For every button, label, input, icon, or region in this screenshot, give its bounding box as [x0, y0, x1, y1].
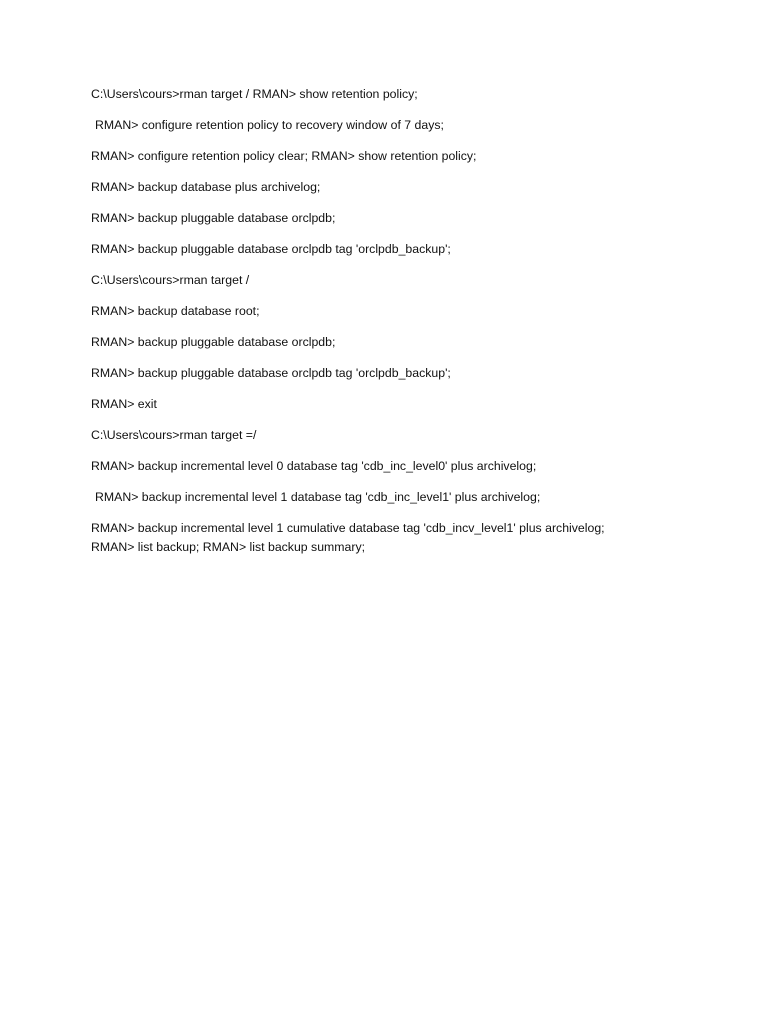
- command-line-7: C:\Users\cours>rman target /: [91, 273, 250, 287]
- command-line-1: C:\Users\cours>rman target / RMAN> show retention policy;: [91, 87, 418, 101]
- command-line-16: RMAN> list backup; RMAN> list backup summary;: [91, 540, 366, 554]
- document-body: [91, 86, 751, 570]
- command-line-6: RMAN> backup pluggable database orclpdb tag 'orclpdb_backup';: [91, 242, 451, 256]
- command-line-15: RMAN> backup incremental level 1 cumulative database tag 'cdb_incv_level1' plus archivelog;: [91, 521, 605, 535]
- command-line-14: RMAN> backup incremental level 1 database tag 'cdb_inc_level1' plus archivelog;: [95, 490, 541, 504]
- command-line-12: C:\Users\cours>rman target =/: [91, 428, 257, 442]
- command-line-2: RMAN> configure retention policy to recovery window of 7 days;: [95, 118, 444, 132]
- command-line-8: RMAN> backup database root;: [91, 304, 260, 318]
- command-line-4: RMAN> backup database plus archivelog;: [91, 180, 321, 194]
- command-line-13: RMAN> backup incremental level 0 database tag 'cdb_inc_level0' plus archivelog;: [91, 459, 537, 473]
- command-line-10: RMAN> backup pluggable database orclpdb tag 'orclpdb_backup';: [91, 366, 451, 380]
- command-line-11: RMAN> exit: [91, 397, 157, 411]
- command-line-5: RMAN> backup pluggable database orclpdb;: [91, 211, 336, 225]
- command-line-3: RMAN> configure retention policy clear; RMAN> show retention policy;: [91, 149, 477, 163]
- command-line-9: RMAN> backup pluggable database orclpdb;: [91, 335, 336, 349]
